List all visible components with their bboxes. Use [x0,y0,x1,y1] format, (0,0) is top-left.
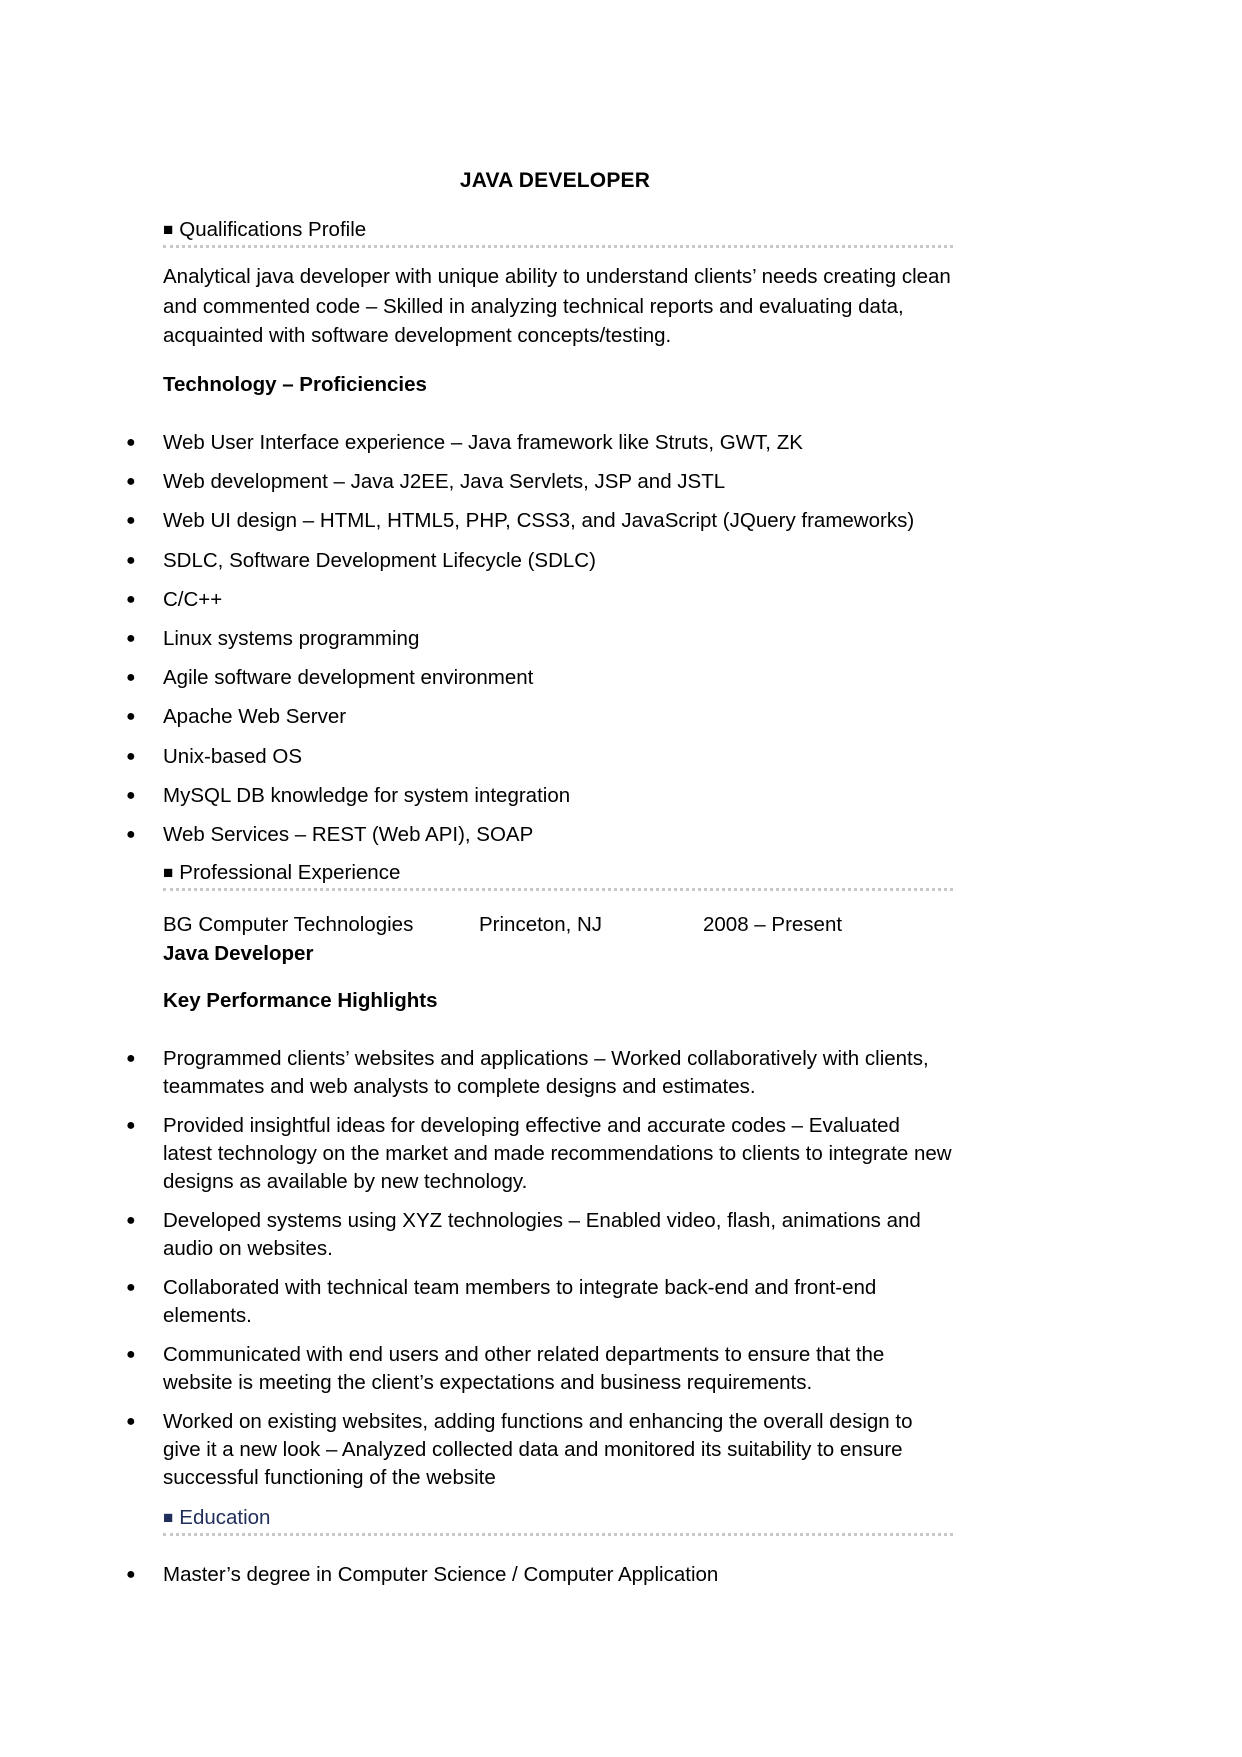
list-item: ● Agile software development environment [0,664,953,703]
section-heading-education [163,1505,953,1536]
job-location: Princeton, NJ [479,913,603,936]
list-item: ● Linux systems programming [0,625,953,664]
bullet-icon: ● [126,629,136,647]
list-item: ● Apache Web Server [0,703,953,742]
bullet-icon: ● [126,747,136,765]
section-heading-label: Professional Experience [179,861,401,884]
bullet-icon: ● [126,1050,136,1067]
bullet-icon: ● [126,1117,136,1134]
section-marker-icon: ■ [163,1508,174,1527]
list-item: ● C/C++ [0,586,953,625]
bullet-icon: ● [126,1413,136,1430]
list-item: ● Web UI design – HTML, HTML5, PHP, CSS3, and JavaScript (JQuery frameworks) [0,507,953,546]
list-item: ● Master’s degree in Computer Science / Computer Application [0,1561,953,1589]
list-item: ● SDLC, Software Development Lifecycle (SDLC) [0,547,953,586]
list-item: ● Developed systems using XYZ technologies – Enabled video, flash, animations and audio on websites. [126,1209,921,1260]
job-role: Java Developer [163,942,314,965]
list-item: ● MySQL DB knowledge for system integration [0,782,953,821]
list-item: ● Communicated with end users and other related departments to ensure that the website is meeting the client’s expectations and business requirements. [126,1343,885,1394]
list-item: ● Provided insightful ideas for developing effective and accurate codes – Evaluated latest technology on the market and made recommendations to clients to integrate new designs as available by new technology. [126,1114,952,1193]
highlights-heading: Key Performance Highlights [163,989,438,1012]
bullet-icon: ● [126,1346,136,1363]
technology-heading: Technology – Proficiencies [163,373,427,396]
bullet-icon: ● [126,786,136,804]
technology-list [0,429,1242,860]
list-item: ● Worked on existing websites, adding functions and enhancing the overall design to give it a new look – Analyzed collected data and monitored its suitability to ensure successful functioning of the website [126,1410,913,1489]
list-item: ● Unix-based OS [0,743,953,782]
bullet-icon: ● [126,551,136,569]
bullet-icon: ● [126,669,136,687]
list-item: ● Collaborated with technical team members to integrate back-end and front-end elements. [126,1276,877,1327]
bullet-icon: ● [126,1279,136,1296]
qualifications-summary: Analytical java developer with unique ability to understand clients’ needs creating clean and commented code – Skilled in analyzing technical reports and evaluating data, acquainted with software development concepts/testing. [163,265,951,347]
section-heading-experience [163,860,953,891]
resume-title: JAVA DEVELOPER [459,169,651,192]
bullet-icon: ● [126,512,136,530]
list-item: ● Programmed clients’ websites and applications – Worked collaboratively with clients, teammates and web analysts to complete designs and estimates. [126,1047,929,1098]
highlights-list [0,1045,1242,1503]
job-dates: 2008 – Present [703,913,843,936]
bullet-icon: ● [126,708,136,726]
bullet-icon: ● [126,473,136,491]
list-item: ● Web development – Java J2EE, Java Servlets, JSP and JSTL [0,468,953,507]
bullet-icon: ● [126,434,136,451]
section-heading-label: Qualifications Profile [179,218,367,241]
bullet-icon: ● [126,590,136,608]
section-marker-icon: ■ [163,863,174,882]
education-list [0,1561,1242,1589]
experience-entry-header [163,911,953,939]
list-item: ● Web Services – REST (Web API), SOAP [0,821,953,860]
section-heading-label: Education [179,1506,271,1529]
bullet-icon: ● [126,1566,136,1583]
section-marker-icon: ■ [163,220,174,239]
list-item: ● Web User Interface experience – Java framework like Struts, GWT, ZK [0,429,953,468]
bullet-icon: ● [126,1212,136,1229]
company-name: BG Computer Technologies [163,913,414,936]
section-heading-qualifications [163,217,953,248]
bullet-icon: ● [126,825,136,843]
